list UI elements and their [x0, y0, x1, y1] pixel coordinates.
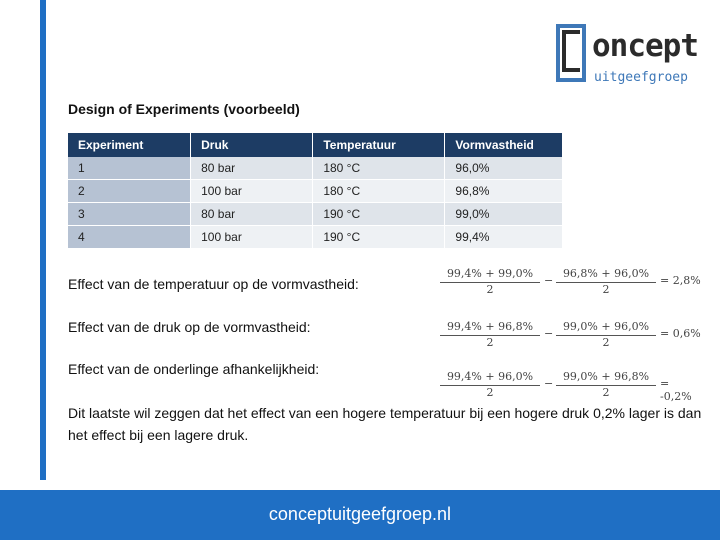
table-row: [68, 180, 563, 203]
minus-sign: −: [544, 274, 554, 287]
cell-experiment: 1: [68, 157, 191, 180]
table-row: [68, 203, 563, 226]
effect-temperature-formula: [440, 266, 702, 300]
fraction-2: [556, 319, 656, 350]
cell-vormvastheid: 96,8%: [445, 180, 563, 203]
numerator: 99,4% + 96,0%: [440, 369, 540, 386]
denominator: 2: [486, 283, 494, 296]
effect-interaction-label: Effect van de onderlinge afhankelijkheid:: [68, 361, 320, 377]
logo-subtitle: uitgeefgroep: [594, 70, 688, 85]
result: = -0,2%: [660, 377, 692, 403]
minus-sign: −: [544, 327, 554, 340]
cell-vormvastheid: 99,0%: [445, 203, 563, 226]
cell-temperatuur: 190 °C: [313, 203, 445, 226]
denominator: 2: [602, 336, 610, 349]
cell-druk: 80 bar: [191, 157, 313, 180]
cell-temperatuur: 180 °C: [313, 157, 445, 180]
result: = 2,8%: [660, 274, 701, 287]
cell-vormvastheid: 99,4%: [445, 226, 563, 249]
minus-sign: −: [544, 377, 554, 390]
denominator: 2: [602, 386, 610, 399]
concept-logo: [556, 24, 696, 90]
cell-temperatuur: 180 °C: [313, 180, 445, 203]
numerator: 99,0% + 96,8%: [556, 369, 656, 386]
footer-bar: [0, 490, 720, 540]
effect-temperature-label: Effect van de temperatuur op de vormvastheid:: [68, 276, 359, 292]
denominator: 2: [486, 336, 494, 349]
cell-experiment: 2: [68, 180, 191, 203]
logo-letter-c: [562, 30, 580, 72]
cell-druk: 80 bar: [191, 203, 313, 226]
header-vormvastheid: Vormvastheid: [445, 133, 563, 157]
denominator: 2: [486, 386, 494, 399]
cell-druk: 100 bar: [191, 180, 313, 203]
slide-heading: Design of Experiments (voorbeeld): [68, 101, 300, 117]
fraction-1: [440, 266, 540, 297]
effect-interaction-formula: [440, 369, 702, 403]
fraction-2: [556, 266, 656, 297]
numerator: 99,0% + 96,0%: [556, 319, 656, 336]
denominator: 2: [602, 283, 610, 296]
footer-url: conceptuitgeefgroep.nl: [268, 504, 452, 524]
result: = 0,6%: [660, 327, 701, 340]
left-accent-bar: [40, 0, 46, 480]
cell-experiment: 3: [68, 203, 191, 226]
cell-temperatuur: 190 °C: [313, 226, 445, 249]
numerator: 99,4% + 99,0%: [440, 266, 540, 283]
cell-experiment: 4: [68, 226, 191, 249]
numerator: 99,4% + 96,8%: [440, 319, 540, 336]
cell-vormvastheid: 96,0%: [445, 157, 563, 180]
effect-pressure-formula: [440, 319, 702, 353]
fraction-1: [440, 319, 540, 350]
fraction-1: [440, 369, 540, 400]
conclusion-text: Dit laatste wil zeggen dat het effect van een hogere temperatuur bij een hogere druk 0,2% lager is dan het effect bij een lagere druk.: [68, 405, 702, 443]
cell-druk: 100 bar: [191, 226, 313, 249]
effect-pressure-label: Effect van de druk op de vormvastheid:: [68, 319, 311, 335]
header-druk: Druk: [191, 133, 313, 157]
experiment-table: [68, 133, 563, 249]
header-experiment: Experiment: [68, 133, 191, 157]
table-row: [68, 226, 563, 249]
numerator: 96,8% + 96,0%: [556, 266, 656, 283]
table-header-row: [68, 133, 563, 157]
logo-word: oncept: [592, 28, 698, 64]
fraction-2: [556, 369, 656, 400]
table-row: [68, 157, 563, 180]
header-temperatuur: Temperatuur: [313, 133, 445, 157]
